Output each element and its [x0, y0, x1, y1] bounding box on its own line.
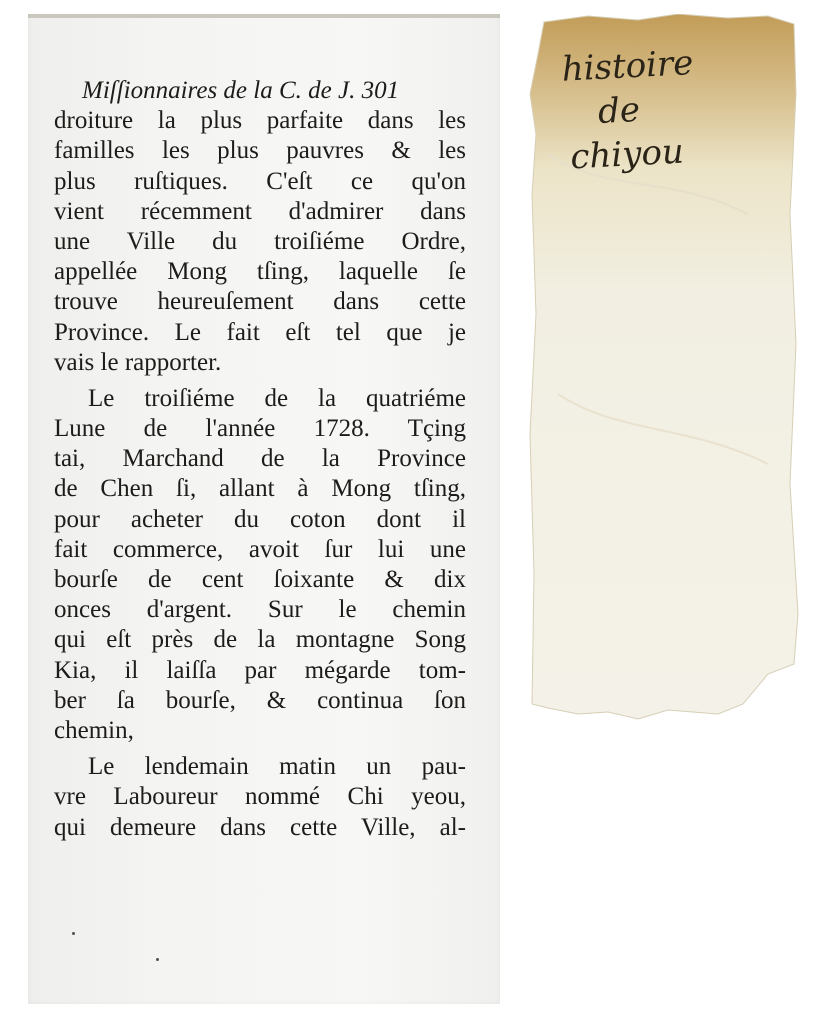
text-line: droiture la plus parfaite dans les	[54, 107, 466, 135]
handwritten-note	[561, 36, 788, 179]
text-line: familles les plus pauvres & les	[54, 137, 466, 165]
running-header: Miſſionnaires de la C. de J. 301	[82, 77, 400, 104]
paragraph-start-line: Le troiſiéme de la quatriéme	[88, 384, 466, 412]
text-line: chemin,	[54, 716, 134, 744]
text-line: onces d'argent. Sur le chemin	[54, 596, 466, 624]
handwritten-slip	[528, 14, 800, 734]
handwriting-line: histoire	[560, 42, 695, 90]
text-line: vre Laboureur nommé Chi yeou,	[54, 783, 466, 811]
page-text	[54, 76, 466, 843]
text-line: Province. Le fait eſt tel que je	[54, 318, 466, 346]
text-line: trouve heureuſement dans cette	[54, 288, 466, 316]
text-line: Lune de l'année 1728. Tçing	[54, 415, 466, 443]
text-line: vais le rapporter.	[54, 348, 222, 376]
text-line: pour acheter du coton dont il	[54, 505, 466, 533]
text-line: Kia, il laiſſa par mégarde tom-	[54, 656, 466, 684]
text-line: tai, Marchand de la Province	[54, 445, 466, 473]
text-line: une Ville du troiſiéme Ordre,	[54, 227, 466, 255]
text-line: fait commerce, avoit ſur lui une	[54, 535, 466, 563]
text-line: vient récemment d'admirer dans	[54, 197, 466, 225]
text-line: plus ruſtiques. C'eſt ce qu'on	[54, 167, 466, 195]
ink-speck	[156, 958, 159, 961]
text-line: de Chen ſi, allant à Mong tſing,	[54, 475, 466, 503]
handwriting-line: de	[597, 89, 641, 132]
paragraph-start-line: Le lendemain matin un pau-	[88, 753, 466, 781]
book-page	[28, 14, 500, 1004]
text-line: qui demeure dans cette Ville, al-	[54, 813, 466, 841]
page-top-edge	[28, 14, 500, 18]
text-line: bourſe de cent ſoixante & dix	[54, 566, 466, 593]
text-line: appellée Mong tſing, laquelle ſe	[54, 258, 466, 286]
text-line: qui eſt près de la montagne Song	[54, 626, 466, 654]
handwriting-line: chiyou	[569, 131, 685, 178]
ink-speck	[72, 932, 75, 935]
text-line: ber ſa bourſe, & continua ſon	[54, 686, 466, 714]
